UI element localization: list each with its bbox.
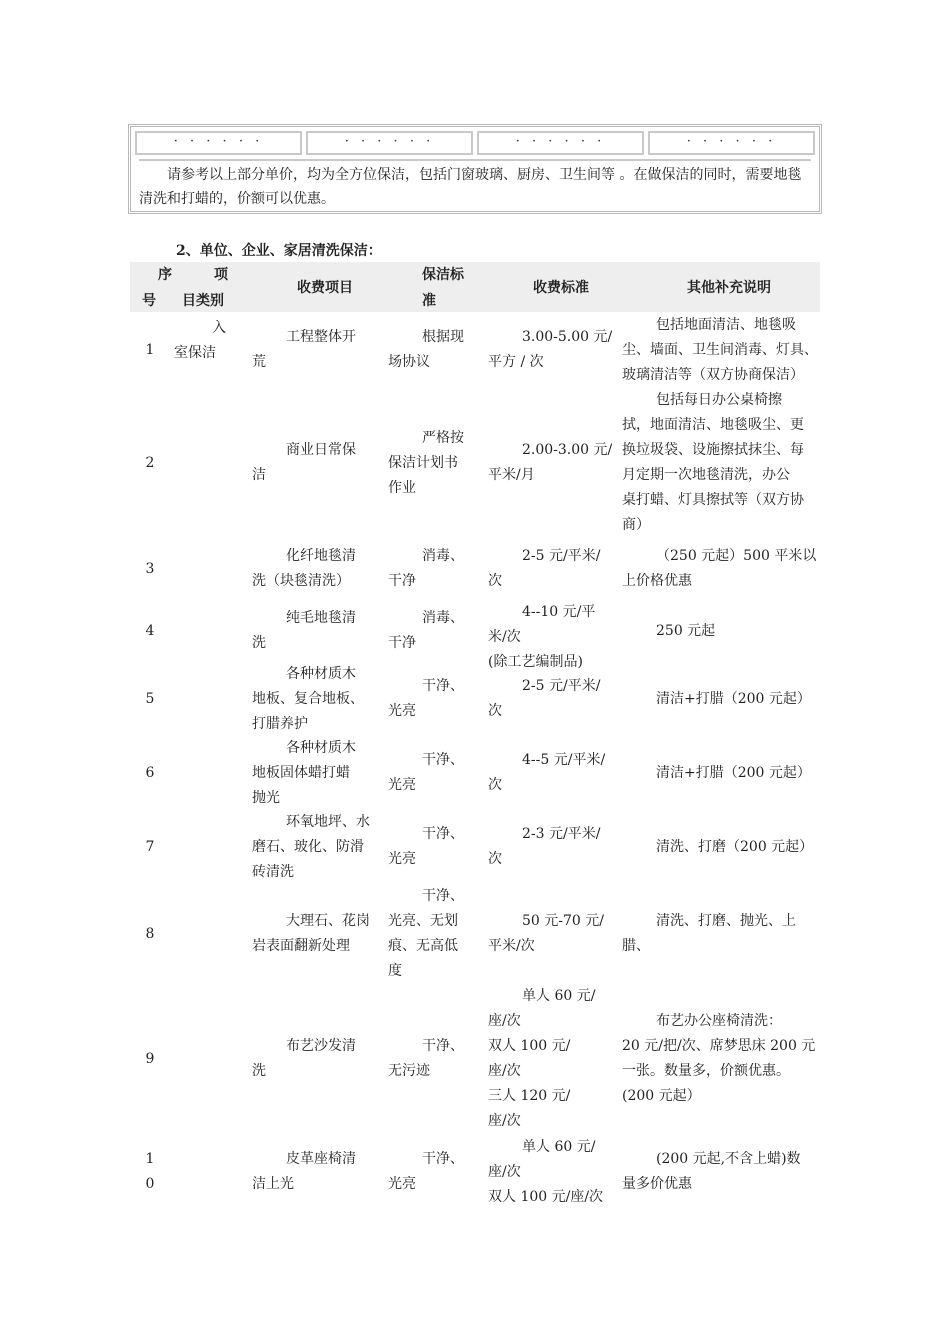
- cell-standard: 光亮: [388, 703, 416, 719]
- cell-price: 单人 60 元/: [522, 1138, 596, 1155]
- header-notes: 其他补充说明: [687, 280, 771, 296]
- cell-item: 皮革座椅清: [286, 1151, 356, 1167]
- cell-notes: (200 元起,不含上蜡)数: [656, 1151, 801, 1167]
- cell-standard: 干净: [388, 573, 416, 589]
- cell-price: 座/次: [488, 1013, 521, 1029]
- cell-standard: 度: [388, 963, 402, 979]
- cell-price: 三人 120 元/: [488, 1088, 571, 1104]
- cell-notes: 商）: [622, 517, 650, 533]
- cell-item: 岩表面翻新处理: [252, 938, 350, 954]
- cell-cat: 入: [212, 320, 226, 336]
- cell-standard: 痕、无高低: [388, 938, 458, 954]
- cell-seq: 6: [145, 764, 155, 781]
- header-cat-a: 项: [214, 267, 228, 283]
- cell-standard: 场协议: [388, 354, 430, 370]
- cell-notes: 桌打蜡、灯具擦拭等（双方协: [622, 492, 804, 508]
- cell-item: 洁上光: [252, 1176, 294, 1192]
- table-header: [130, 262, 820, 312]
- cell-price: 4--10 元/平: [522, 604, 596, 620]
- cell-notes: 一张。数量多，价额优惠。: [622, 1063, 790, 1079]
- cell-seq: 5: [145, 690, 155, 707]
- cell-standard: 干净、: [422, 678, 464, 694]
- cell-item: 各种材质木: [286, 740, 356, 756]
- cell-notes: 清洁+打腊（200 元起）: [656, 690, 811, 707]
- cell-notes: 20 元/把/次、席梦思床 200 元: [622, 1038, 816, 1054]
- cell-seq: 4: [145, 622, 155, 639]
- cell-price: 次: [488, 703, 502, 719]
- cell-price: 座/次: [488, 1113, 521, 1129]
- cell-seq: 7: [145, 838, 155, 855]
- cell-price: 次: [488, 851, 502, 867]
- cell-notes: 布艺办公座椅清洗：: [656, 1013, 782, 1029]
- cell-standard: 干净、: [422, 752, 464, 768]
- cell-item: 纯毛地毯清: [286, 610, 356, 626]
- header-price: 收费标准: [533, 280, 589, 296]
- cell-price: (除工艺编制品): [488, 654, 583, 670]
- cell-item: 洗: [252, 1063, 266, 1079]
- header-item: 收费项目: [297, 280, 353, 296]
- cell-standard: 干净: [388, 635, 416, 651]
- cell-item: 环氧地坪、水: [286, 814, 370, 830]
- cell-standard: 干净、: [422, 888, 464, 904]
- cell-notes: 尘、墙面、卫生间消毒、灯具、: [622, 341, 818, 358]
- cell-notes: 清洁+打腊（200 元起）: [656, 764, 811, 781]
- cell-item: 工程整体开: [286, 329, 356, 345]
- cell-price: 米/次: [488, 629, 521, 645]
- cell-item: 各种材质木: [286, 666, 356, 682]
- cell-price: 50 元-70 元/: [522, 913, 604, 929]
- cell-item: 地板、复合地板、: [252, 691, 364, 707]
- cell-item: 荒: [252, 354, 266, 370]
- cell-price: 双人 100 元/: [488, 1038, 571, 1054]
- cell-price: 座/次: [488, 1163, 521, 1180]
- cell-price: 双人 100 元/座/次: [488, 1188, 604, 1205]
- cell-price: 次: [488, 777, 502, 793]
- dots-row: [135, 131, 815, 155]
- cell-notes: 250 元起: [656, 622, 716, 639]
- cell-standard: 消毒、: [422, 548, 464, 564]
- cell-seq: 1: [145, 1151, 155, 1167]
- cell-price: 3.00-5.00 元/: [522, 329, 613, 345]
- cell-price: 平米/次: [488, 938, 535, 954]
- cell-notes: 清洗、打磨、抛光、上: [656, 913, 796, 929]
- header-standard-a: 保洁标: [422, 267, 464, 283]
- cell-price: 次: [488, 573, 502, 589]
- cell-standard: 干净、: [422, 1038, 464, 1054]
- cell-standard: 干净、: [422, 826, 464, 842]
- cell-standard: 光亮: [388, 1176, 416, 1192]
- cell-item: 抛光: [252, 790, 280, 806]
- cell-item: 大理石、花岗: [286, 913, 370, 929]
- cell-notes: 换垃圾袋、设施擦拭抹尘、每: [622, 442, 804, 458]
- cell-standard: 消毒、: [422, 610, 464, 626]
- cell-seq: 0: [145, 1176, 155, 1192]
- dots-cell: · · · · · ·: [477, 131, 644, 155]
- cell-price: 2-5 元/平米/: [522, 548, 601, 564]
- cell-item: 地板固体蜡打蜡: [252, 765, 350, 781]
- cell-price: 4--5 元/平米/: [522, 752, 606, 768]
- cell-notes: 月定期一次地毯清洗，办公: [622, 467, 790, 483]
- cell-notes: 拭，地面清洁、地毯吸尘、更: [622, 417, 804, 433]
- cell-standard: 作业: [388, 479, 416, 496]
- dots-cell: · · · · · ·: [135, 131, 302, 155]
- cell-price: 平米/月: [488, 467, 535, 483]
- cell-item: 磨石、玻化、防滑: [252, 839, 364, 855]
- cell-standard: 光亮、无划: [388, 913, 458, 929]
- price-note: 请参考以上部分单价，均为全方位保洁，包括门窗玻璃、厨房、卫生间等 。在做保洁的同时，需要地毯清洗和打蜡的，价额可以优惠。: [139, 159, 811, 211]
- cell-notes: 上价格优惠: [622, 573, 692, 589]
- cell-notes: 腊、: [622, 938, 650, 954]
- cell-cat: 室保洁: [174, 345, 216, 361]
- cell-item: 洗: [252, 635, 266, 651]
- cell-item: 洁: [252, 467, 266, 483]
- cell-notes: (200 元起）: [622, 1088, 701, 1104]
- cell-standard: 光亮: [388, 851, 416, 867]
- cell-item: 化纤地毯清: [286, 548, 356, 564]
- cell-item: 布艺沙发清: [286, 1038, 356, 1054]
- cell-item: 打腊养护: [252, 716, 308, 732]
- cell-price: 座/次: [488, 1063, 521, 1079]
- cell-item: 商业日常保: [286, 442, 356, 458]
- header-seq-b: 号: [142, 293, 156, 309]
- cell-seq: 8: [145, 925, 155, 942]
- header-seq-a: 序: [158, 267, 172, 283]
- note-table: [128, 124, 822, 214]
- cell-item: 洗（块毯清洗）: [252, 573, 350, 589]
- cell-price: 平方 / 次: [488, 354, 544, 370]
- cell-notes: 清洗、打磨（200 元起）: [656, 838, 814, 855]
- cell-standard: 干净、: [422, 1151, 464, 1167]
- cell-price: 2.00-3.00 元/: [522, 442, 613, 458]
- dots-cell: · · · · · ·: [306, 131, 473, 155]
- cell-seq: 9: [145, 1050, 155, 1067]
- cell-seq: 2: [145, 454, 155, 471]
- cell-notes: 包括地面清洁、地毯吸: [656, 316, 796, 333]
- cell-standard: 光亮: [388, 777, 416, 793]
- cell-standard: 保洁计划书: [388, 454, 458, 471]
- cell-price: 单人 60 元/: [522, 988, 596, 1004]
- cell-seq: 3: [145, 560, 155, 577]
- dots-cell: · · · · · ·: [648, 131, 815, 155]
- cell-standard: 根据现: [422, 329, 464, 345]
- cell-item: 砖清洗: [252, 864, 294, 880]
- cell-standard: 严格按: [422, 429, 464, 446]
- cell-seq: 1: [145, 341, 155, 358]
- header-cat-b: 目类别: [182, 293, 224, 309]
- cell-standard: 无污迹: [388, 1063, 430, 1079]
- cell-notes: 包括每日办公桌椅擦: [656, 392, 782, 408]
- cell-price: 2-5 元/平米/: [522, 678, 601, 694]
- cell-price: 2-3 元/平米/: [522, 826, 601, 842]
- cell-notes: （250 元起）500 平米以: [656, 548, 817, 564]
- header-standard-b: 准: [422, 293, 436, 309]
- section-title: 2、单位、企业、家居清洗保洁：: [176, 243, 382, 259]
- cell-notes: 玻璃清洁等（双方协商保洁）: [622, 366, 804, 383]
- cell-notes: 量多价优惠: [622, 1176, 692, 1192]
